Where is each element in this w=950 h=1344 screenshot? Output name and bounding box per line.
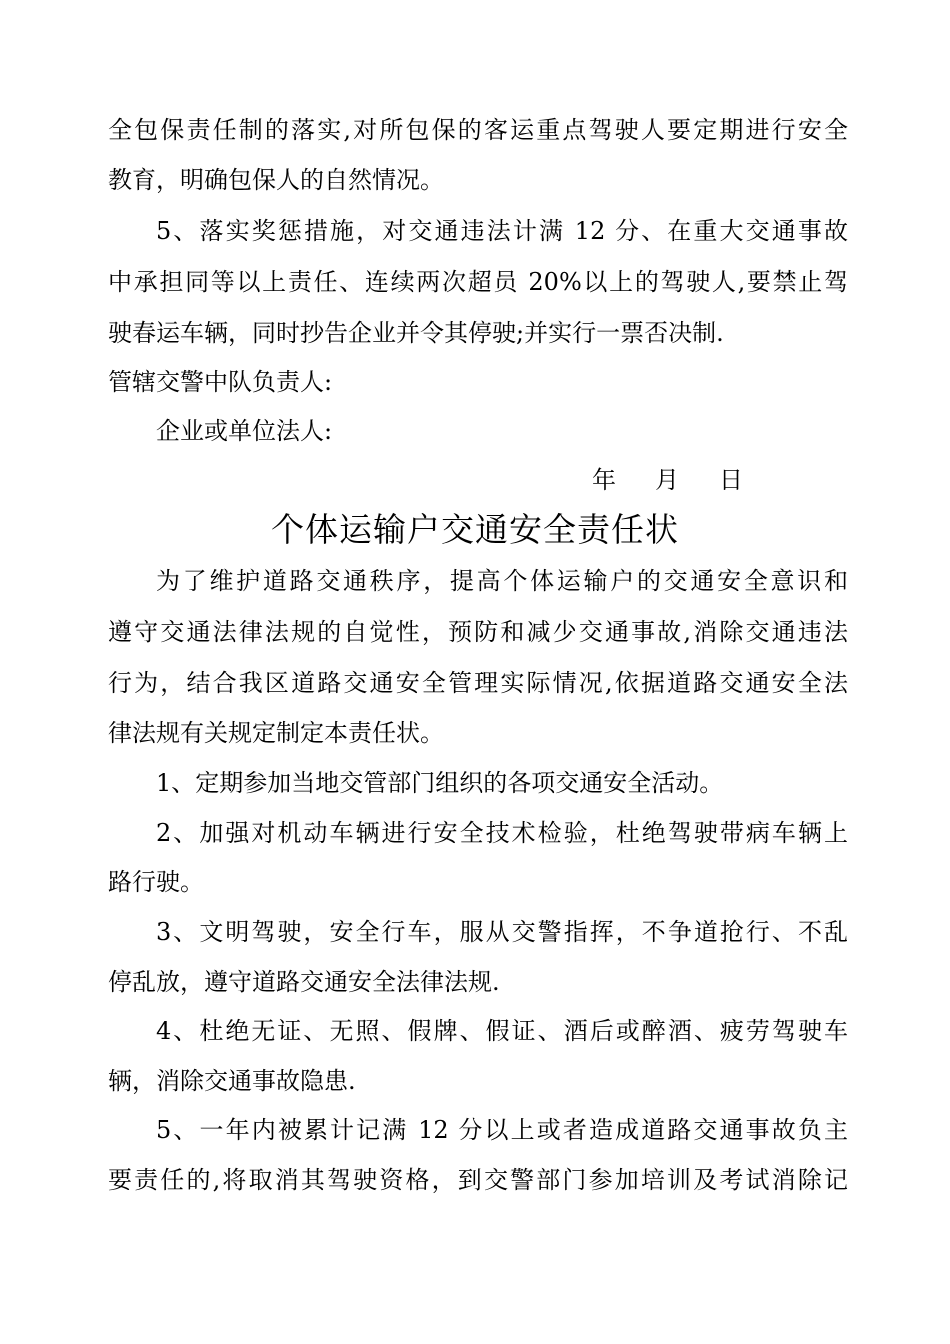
text-line: 5、落实奖惩措施，对交通违法计满 12 分、在重大交通事故 <box>156 217 848 245</box>
text-line: 教育，明确包保人的自然情况。 <box>108 166 444 194</box>
police-signature-label: 管辖交警中队负责人: <box>108 368 333 396</box>
text-line: 停乱放，遵守道路交通安全法律法规. <box>108 968 500 996</box>
rule-item: 3、文明驾驶，安全行车，服从交警指挥，不争道抢行、不乱 <box>156 918 848 946</box>
text-line: 律法规有关规定制定本责任状。 <box>108 719 444 747</box>
date-month-label: 月 <box>655 466 679 494</box>
date-year-label: 年 <box>592 466 616 494</box>
rule-item: 2、加强对机动车辆进行安全技术检验，杜绝驾驶带病车辆上 <box>156 819 848 847</box>
text-line: 路行驶。 <box>108 868 204 896</box>
text-line: 遵守交通法律法规的自觉性，预防和减少交通事故,消除交通违法 <box>108 618 848 646</box>
text-line: 全包保责任制的落实,对所包保的客运重点驾驶人要定期进行安全 <box>108 116 848 144</box>
text-line: 要责任的,将取消其驾驶资格，到交警部门参加培训及考试消除记 <box>108 1166 848 1194</box>
document-title: 个体运输户交通安全责任状 <box>271 510 679 549</box>
date-day-label: 日 <box>719 466 743 494</box>
text-line: 辆，消除交通事故隐患. <box>108 1067 356 1095</box>
text-line: 驶春运车辆，同时抄告企业并令其停驶;并实行一票否决制. <box>108 319 724 347</box>
text-line: 中承担同等以上责任、连续两次超员 20%以上的驾驶人,要禁止驾 <box>108 268 848 296</box>
company-signature-label: 企业或单位法人: <box>156 417 333 445</box>
text-line: 为了维护道路交通秩序，提高个体运输户的交通安全意识和 <box>156 567 848 595</box>
rule-item: 1、定期参加当地交管部门组织的各项交通安全活动。 <box>156 769 724 797</box>
rule-item: 4、杜绝无证、无照、假牌、假证、酒后或醉酒、疲劳驾驶车 <box>156 1017 848 1045</box>
rule-item: 5、一年内被累计记满 12 分以上或者造成道路交通事故负主 <box>156 1116 848 1144</box>
text-line: 行为，结合我区道路交通安全管理实际情况,依据道路交通安全法 <box>108 669 848 697</box>
